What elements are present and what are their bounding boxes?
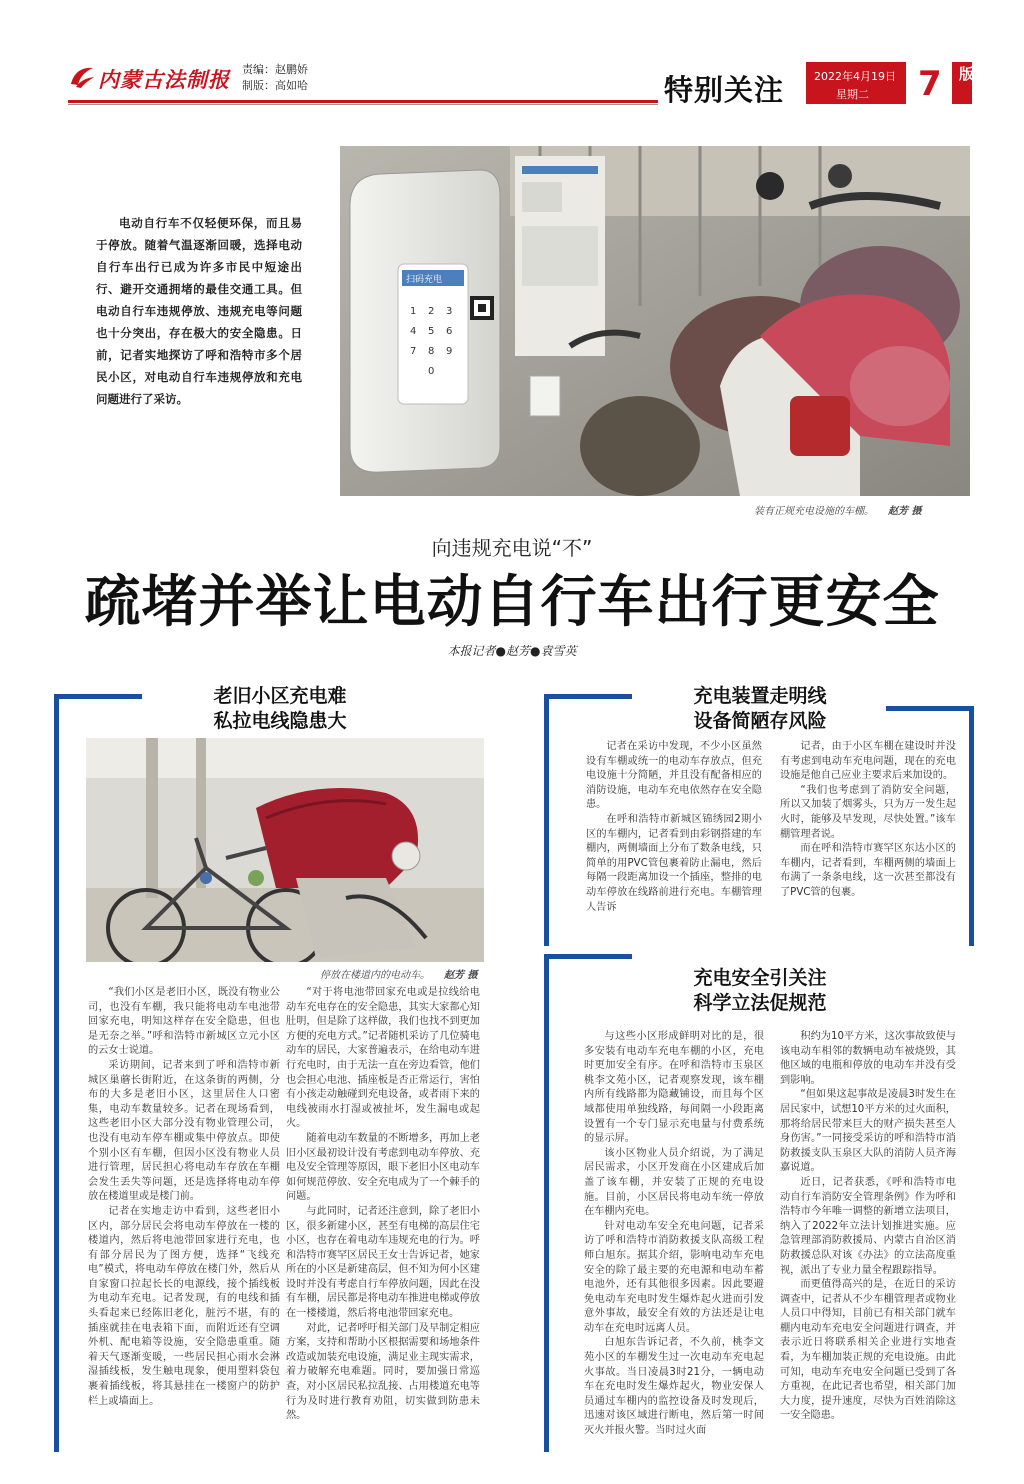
keypad-key: 4 — [410, 326, 417, 337]
paragraph: 白旭东告诉记者，不久前，桃李文苑小区的车棚发生过一次电动车充电起火事故。当日凌晨3时21分，一辆电动车在充电时发生爆炸起火，物业安保人员通过车棚内的监控设备及时发现后，迅速对该区域进行断电，然后第一时间灭火并报火警。当时过火面 — [584, 1337, 764, 1437]
logo-emblem-icon — [68, 64, 96, 90]
paragraph: “对于将电池带回家充电或是拉线给电动车充电存在的安全隐患，其实大家都心知肚明，但是除了这样做，我们也找不到更加方便的充电方式。”记者随机采访了几位骑电动车的居民，大家普遍表示，在给电动车进行充电时，由于无法一直在旁边看管，他们也会担心电池、插座板是否正常运行，害怕有小孩走动触碰到充电设备，或者雨下来的电线被雨水打湿或被扯坏，发生漏电或起火。 — [286, 987, 480, 1130]
paragraph: 针对电动车安全充电问题，记者采访了呼和浩特市消防救援支队高级工程师白旭东。据其介绍，影响电动车充电安全的除了最主要的充电源和电动车蓄电池外，还有其他很多因素。因此要避免电动车充电时发生爆炸起火进而引发意外事故，最安全有效的方法还是让电动车在充电时远离人员。 — [584, 1220, 764, 1334]
paragraph: 与这些小区形成鲜明对比的是，很多安装有电动车充电车棚的小区，充电时更加安全有序。在呼和浩特市玉泉区桃李文苑小区，记者观察发现，该车棚内所有线路都为隐藏铺设，而且每个区域都使用单独线路，每间隔一小段距离设置有一个专门显示充电量与付费系统的显示屏。 — [584, 1031, 764, 1145]
section-frame-top — [544, 954, 632, 959]
paragraph: 积约为10平方米，这次事故致使与该电动车相邻的数辆电动车被烧毁，其他区域的电瓶和停放的电动车并没有受到影响。 — [780, 1031, 956, 1086]
paragraph: 而更值得高兴的是，在近日的采访调查中，记者从不少车棚管理者或物业人员口中得知，目前已有相关部门就车棚内电动车充电安全问题进行调查，并表示近日将联系相关企业进行实地查看，为车棚加装正规的充电设施。由此可知，电动车充电安全问题已受到了各方重视，在此记者也希望，相关部门加大力度，提升速度，尽快为百姓消除这一安全隐患。 — [780, 1279, 956, 1422]
paragraph: 随着电动车数量的不断增多，再加上老旧小区最初设计没有考虑到电动车停放、充电及安全管理等原因，眼下老旧小区电动车如何规范停放、安全充电成为了一个棘手的问题。 — [286, 1132, 480, 1203]
section-title-line: 老旧小区充电难 — [213, 685, 347, 707]
section-title-line: 私拉电线隐患大 — [213, 710, 347, 732]
keypad-key: 7 — [410, 346, 417, 357]
editor-credits — [242, 62, 308, 94]
paragraph: 在呼和浩特市新城区锦绣园2期小区的车棚内，记者看到由彩钢搭建的车棚内，两侧墙面上分布了数条电线，只简单的用PVC管包裹着防止漏电，然后每隔一段距离加设一个插座，整排的电动车停放在线路前进行充电。车棚管理人告诉 — [586, 813, 762, 913]
header-rule-thin — [68, 104, 658, 105]
caption-text: 停放在楼道内的电动车。 — [320, 970, 430, 981]
paragraph: 记者在实地走访中看到，这些老旧小区内，部分居民会将电动车停放在一楼的楼道内，然后将电池带回家进行充电，也有部分居民为了图方便，选择“飞线充电”模式，将电动车停放在楼门外，然后从自家窗口拉起长长的电源线，接个插线板为电动车充电。记者发现，有的电线和插头看起来已经陈旧老化，脏污不堪，有的插座就挂在电表箱下面，而附近还有空调外机、配电箱等设施，安全隐患重重。随着天气逐渐变暖，一些居民担心雨水会淋湿插线板，发生触电现象，便用塑料袋包裹着插线板，将其悬挂在一楼窗户的防护栏上或墙面上。 — [88, 1205, 280, 1407]
paragraph: “但如果这起事故是凌晨3时发生在居民家中，试想10平方米的过火面积，那将给居民带来巨大的财产损失甚至人身伤害。”一同接受采访的呼和浩特市消防救援支队玉泉区大队的消防人员齐海嘉说道。 — [780, 1089, 956, 1174]
photo-credit: 赵芳 摄 — [444, 970, 478, 981]
keypad-key: 8 — [428, 346, 435, 357]
section1-column-1 — [88, 986, 280, 1409]
section-title — [620, 684, 900, 734]
header-rule — [68, 100, 658, 103]
newspaper-logo — [68, 60, 228, 94]
caption-text: 装有正规充电设施的车棚。 — [754, 506, 874, 517]
paragraph: 与此同时，记者还注意到，除了老旧小区，很多新建小区，甚至有电梯的高层住宅小区，也存在着电动车违规充电的行为。呼和浩特市赛罕区居民王女士告诉记者，她家所在的小区是新建高层，但不知为何小区建设时并没有考虑自行车停放问题，因此在没有车棚，居民都是将电动车推进电梯或停放在一楼楼道，然后将电池带回家充电。 — [286, 1205, 480, 1320]
keypad-key: 5 — [428, 326, 435, 337]
section3-column-2 — [780, 1030, 956, 1424]
article-intro: 电动自行车不仅轻便环保，而且易于停放。随着气温逐渐回暖，选择电动自行车出行已成为许多市民中短途出行、避开交通拥堵的最佳交通工具。但电动自行车违规停放、违规充电等问题也十分突出，存在极大的安全隐患。日前，记者实地探访了呼和浩特市多个居民小区，对电动自行车违规停放和充电问题进行了采访。 — [96, 216, 302, 406]
keypad-key: 3 — [446, 306, 453, 317]
headline-kicker: 向违规充电说“不” — [431, 536, 593, 560]
section-title-line: 科学立法促规范 — [693, 992, 827, 1014]
section-title — [130, 684, 430, 734]
keypad-key: 1 — [410, 306, 417, 317]
section-name: 特别关注 — [664, 73, 785, 107]
byline: 本报记者●赵芳●袁雪英 — [447, 644, 577, 658]
editor-line: 责编：赵鹏娇 — [242, 63, 308, 76]
charger-scan-label: 扫码充电 — [406, 275, 443, 285]
logo-text: 内蒙古法制报 — [98, 67, 230, 92]
paragraph: 近日，记者获悉，《呼和浩特市电动自行车消防安全管理条例》作为呼和浩特市今年唯一调整的新增立法项目，纳入了2022年立法计划推进实施。应急管理部消防救援局、内蒙古自治区消防救援总队对该《办法》的立法高度重视，派出了专业力量全程跟踪指导。 — [780, 1176, 956, 1276]
issue-weekday: 星期二 — [836, 88, 869, 101]
keypad-key: 0 — [428, 366, 435, 377]
section-title — [620, 966, 900, 1016]
main-headline: 疏堵并举让电动自行车出行更安全 — [84, 569, 940, 635]
date-box — [806, 62, 975, 104]
paragraph: 记者在采访中发现，不少小区虽然设有车棚或统一的电动车存放点，但充电设施十分简陋，并且没有配备相应的消防设施，电动车充电依然存在安全隐患。 — [586, 741, 762, 811]
keypad-key: 2 — [428, 306, 435, 317]
keypad-key: 9 — [446, 346, 453, 357]
section-frame-right — [969, 706, 974, 946]
page-number-box — [906, 62, 952, 104]
paragraph: “我们也考虑到了消防安全问题，所以又加装了烟雾头，只为万一发生起火时，能够及早发现，尽快处置。”该车棚管理者说。 — [780, 784, 956, 840]
section-frame-left — [544, 954, 549, 1452]
section-frame-left — [544, 694, 549, 946]
page-suffix: 版 — [957, 66, 975, 81]
stairwell-photo-caption — [320, 966, 477, 981]
section-frame-left — [54, 694, 59, 1452]
section2-column-2 — [780, 740, 956, 901]
main-photo-caption — [754, 502, 921, 517]
paragraph: 记者，由于小区车棚在建设时并没有考虑到电动车充电问题，现在的充电设施是他自己应业主要求后来加设的。 — [780, 741, 956, 782]
production-line: 制版：高如哈 — [242, 79, 308, 92]
main-photo — [340, 146, 970, 496]
page-number: 7 — [918, 64, 942, 104]
issue-date: 2022年4月19日 — [814, 70, 896, 83]
section-title-line: 充电装置走明线 — [693, 685, 827, 707]
section1-column-2 — [286, 986, 480, 1424]
section-frame-top — [544, 694, 632, 699]
paragraph: 对此，记者呼吁相关部门及早制定相应方案，支持和帮助小区根据需要和场地条件改造或加装充电设施，满足业主现实需求，着力破解充电难题。同时，要加强日常巡查，对小区居民私拉乱接、占用楼道充电等行为及时进行教育劝阻，切实做到防患未然。 — [286, 1322, 480, 1422]
section3-column-1 — [584, 1030, 764, 1439]
section-frame-top — [54, 694, 142, 699]
paragraph: 而在呼和浩特市赛罕区东达小区的车棚内，记者看到，车棚两侧的墙面上布满了一条条电线，这一次甚至都没有了PVC管的包裹。 — [780, 843, 956, 898]
section-title-line: 充电安全引关注 — [693, 967, 827, 989]
section2-column-1 — [586, 740, 762, 915]
paragraph: 该小区物业人员介绍说，为了满足居民需求，小区开发商在小区建成后加盖了该车棚，并安装了正规的充电设施。目前，小区居民将电动车统一停放在车棚内充电。 — [584, 1147, 764, 1218]
photo-credit: 赵芳 摄 — [888, 506, 922, 517]
stairwell-photo — [86, 738, 484, 962]
section-title-line: 设备简陋存风险 — [693, 710, 827, 732]
paragraph: “我们小区是老旧小区，既没有物业公司，也没有车棚，我只能将电动车电池带回家充电，明知这样存在安全隐患，但也是无奈之举。”呼和浩特市新城区立元小区的云女士说道。 — [88, 987, 280, 1057]
keypad-key: 6 — [446, 326, 453, 337]
paragraph: 采访期间，记者来到了呼和浩特市新城区巢蘑长街附近，在这条街的两侧，分布的大多是老旧小区，这里居住人口密集，电动车数量较多。记者在现场看到，这些老旧小区大部分没有物业管理公司，也没有电动车停车棚或集中停放点。即使个别小区有车棚，但因小区没有物业人员进行管理，居民担心将电动车存放在车棚会发生丢失等问题，还是选择将电动车停放在楼道里或是楼门前。 — [88, 1059, 280, 1203]
